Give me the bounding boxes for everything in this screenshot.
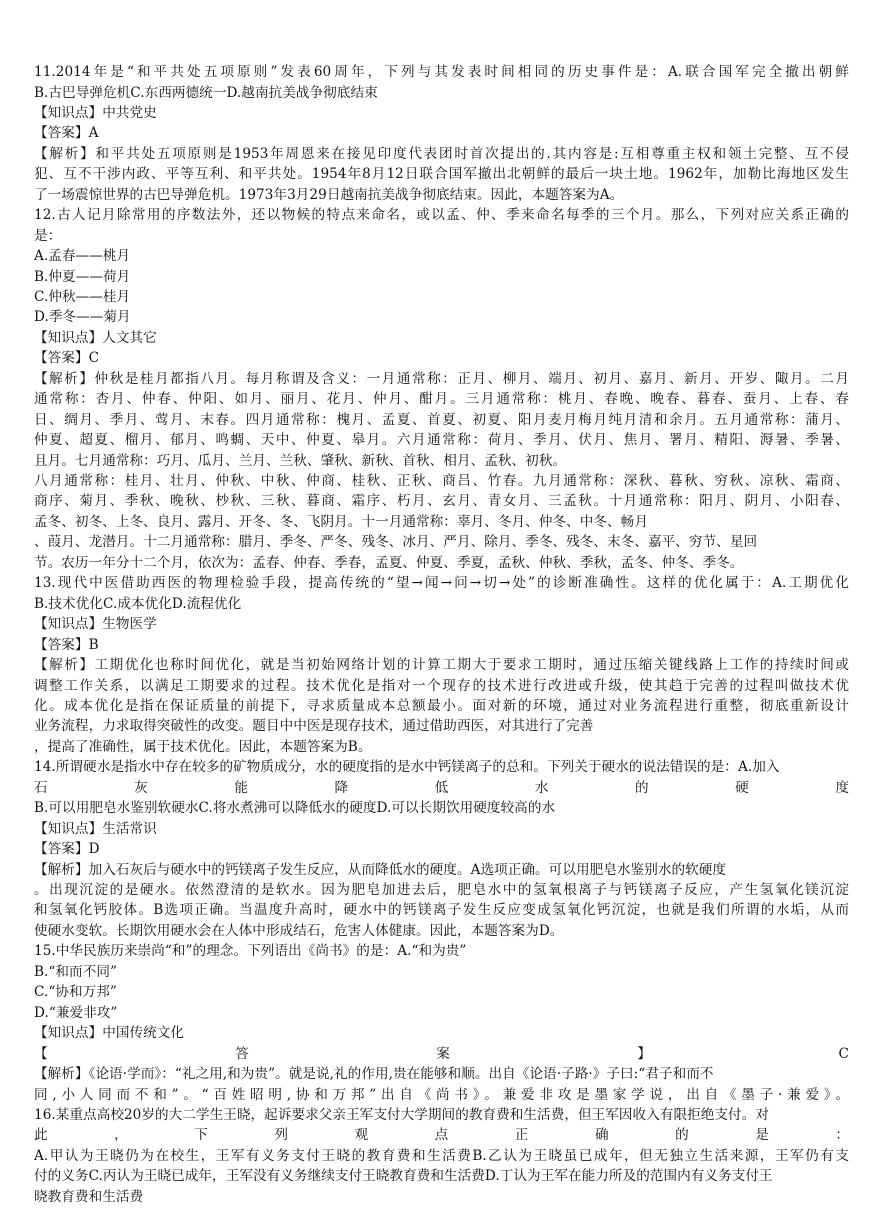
text-line: 节。农历一年分十二个月，依次为：孟春、仲春、季春，孟夏、仲夏、季夏，孟秋、仲秋、季秋，孟冬、仲冬、季冬。: [34, 554, 744, 571]
text-line: 付的义务C.丙认为王晓已成年，王军没有义务继续支付王晓教育费和生活费D.丁认为王军在能力所及的范围内有义务支付王: [34, 1168, 773, 1185]
text-line: 【解析】加入石灰后与硬水中的钙镁离子发生反应，从而降低水的硬度。A选项正确。可以用肥皂水鉴别水的软硬度: [34, 861, 727, 878]
text-line: B.可以用肥皂水鉴别软硬水C.将水煮沸可以降低水的硬度D.可以长期饮用硬度较高的水: [34, 800, 556, 817]
text-line: 【知识点】生活常识: [34, 820, 157, 837]
text-line: B.仲夏——荷月: [34, 268, 131, 285]
text-line: 16.某重点高校20岁的大二学生王晓，起诉要求父亲王军支付大学期间的教育费和生活费，但王军因收入有限拒绝支付。对: [34, 1107, 769, 1123]
text-line: 同,小人同而不和”。“百姓昭明,协和万邦”出自《尚书》。兼爱非攻是墨家学说，出自《墨子·兼爱》。: [34, 1086, 849, 1103]
text-line: 晓教育费和生活费: [34, 1188, 144, 1205]
text-line: 【解析】《论语·学而》：“礼之用,和为贵”。就是说,礼的作用,贵在能够和顺。出自《论语·子路·》子曰:“君子和而不: [34, 1066, 714, 1082]
text-line: 、葭月、龙潜月。十二月通常称：腊月、季冬、严冬、残冬、冰月、严月、除月、季冬、残冬、末冬、嘉平、穷节、星回: [34, 534, 758, 551]
text-line: A.孟春——桃月: [34, 248, 131, 264]
text-line: 【答案】C: [34, 1045, 849, 1062]
text-line: 是：: [34, 227, 62, 244]
text-line: 商序、菊月、季秋、晚秋、杪秋、三秋、暮商、霜序、朽月、玄月、青女月、三孟秋。十月通常称：阳月、阴月、小阳春、: [34, 493, 849, 510]
text-line: 仲夏、超夏、榴月、郁月、鸣蜩、天中、仲夏、皋月。六月通常称：荷月、季月、伏月、焦月、署月、精阳、溽暑、季暑、: [34, 432, 849, 449]
text-line: 和氢氧化钙胶体。B选项正确。当温度升高时，硬水中的钙镁离子发生反应变成氢氧化钙沉淀，也就是我们所谓的水垢，从而: [34, 902, 849, 919]
text-line: 。出现沉淀的是硬水。依然澄清的是软水。因为肥皂加进去后，肥皂水中的氢氧根离子与钙镁离子反应，产生氢氧化镁沉淀: [34, 882, 849, 898]
text-line: 通常称：杏月、仲春、仲阳、如月、丽月、花月、仲月、酣月。三月通常称：桃月、春晚、晚春、暮春、蚕月、上春、春: [34, 391, 849, 408]
text-line: D.“兼爱非攻”: [34, 1004, 118, 1021]
text-line: ，提高了准确性，属于技术优化。因此，本题答案为B。: [34, 738, 372, 755]
text-line: A.甲认为王晓仍为在校生，王军有义务支付王晓的教育费和生活费B.乙认为王晓虽已成年，但无独立生活来源，王军仍有支: [34, 1147, 849, 1164]
text-line: B.“和而不同”: [34, 963, 117, 980]
text-line: B.古巴导弹危机C.东西两德统一D.越南抗美战争彻底结束: [34, 84, 378, 101]
text-line: 调整工作关系，以满足工期要求的过程。技术优化是指对一个现存的技术进行改进或升级，使其趋于完善的过程叫做技术优: [34, 677, 849, 694]
text-line: 【答案】A: [34, 125, 99, 142]
text-line: 且月。七月通常称：巧月、瓜月、兰月、兰秋、肇秋、新秋、首秋、相月、孟秋、初秋。: [34, 452, 567, 469]
text-line: D.季冬——菊月: [34, 309, 131, 326]
text-line: 了一场震惊世界的古巴导弹危机。1973年3月29日越南抗美战争彻底结束。因此，本题答案为A。: [34, 186, 624, 203]
text-line: 此，下列观点正确的是：: [34, 1127, 849, 1144]
text-line: 14.所谓硬水是指水中存在较多的矿物质成分，水的硬度指的是水中钙镁离子的总和。下列关于硬水的说法错误的是：A.加入: [34, 759, 780, 776]
text-line: 【知识点】中共党史: [34, 104, 157, 121]
text-line: 【知识点】中国传统文化: [34, 1025, 185, 1042]
text-line: C.仲秋——桂月: [34, 288, 131, 305]
text-line: 犯、互不干涉内政、平等互利、和平共处。1954年8月12日联合国军撤出北朝鲜的最后一块土地。1962年，加勒比海地区发生: [34, 166, 849, 183]
text-line: 【答案】D: [34, 841, 100, 858]
text-line: B.技术优化C.成本优化D.流程优化: [34, 595, 242, 612]
text-line: 孟冬、初冬、上冬、良月、露月、开冬、冬、飞阴月。十一月通常称：辜月、冬月、仲冬、中冬、畅月: [34, 513, 648, 530]
text-line: 15.中华民族历来崇尚“和”的理念。下列语出《尚书》的是：A.“和为贵”: [34, 943, 467, 960]
text-line: 【答案】B: [34, 636, 99, 653]
text-line: 业务流程，力求取得突破性的改变。题目中中医是现存技术，通过借助西医，对其进行了完善: [34, 718, 594, 735]
text-line: 12.古人记月除常用的序数法外，还以物候的特点来命名，或以孟、仲、季来命名每季的三个月。那么，下列对应关系正确的: [34, 207, 849, 224]
text-line: 13.现代中医借助西医的物理检验手段，提高传统的“望→闻→问→切→处”的诊断准确性。这样的优化属于：A.工期优化: [34, 575, 849, 592]
text-line: 【知识点】人文其它: [34, 329, 157, 346]
text-line: 11.2014年是“和平共处五项原则”发表60周年，下列与其发表时间相同的历史事件是：A.联合国军完全撤出朝鲜: [34, 64, 849, 80]
text-line: 【解析】仲秋是桂月都指八月。每月称谓及含义：一月通常称：正月、柳月、端月、初月、嘉月、新月、开岁、陬月。二月: [34, 370, 849, 387]
text-line: 使硬水变软。长期饮用硬水会在人体中形成结石，危害人体健康。因此，本题答案为D。: [34, 922, 564, 939]
text-line: 日、绸月、季月、莺月、末春。四月通常称：槐月、孟夏、首夏、初夏、阳月麦月梅月纯月清和余月。五月通常称：蒲月、: [34, 411, 849, 428]
text-line: 【答案】C: [34, 350, 100, 367]
text-line: 【解析】和平共处五项原则是1953年周恩来在接见印度代表团时首次提出的.其内容是:互相尊重主权和领土完整、互不侵: [34, 145, 849, 162]
text-line: 【知识点】生物医学: [34, 616, 157, 633]
text-line: 化。成本优化是指在保证质量的前提下，寻求质量成本总额最小。面对新的环境，通过对业务流程进行重整，彻底重新设计: [34, 697, 849, 714]
text-line: 八月通常称：桂月、壮月、仲秋、中秋、仲商、桂秋、正秋、商吕、竹春。九月通常称：深秋、暮秋、穷秋、凉秋、霜商、: [34, 473, 849, 489]
text-line: C.“协和万邦”: [34, 984, 117, 1001]
text-line: 【解析】工期优化也称时间优化，就是当初始网络计划的计算工期大于要求工期时，通过压缩关键线路上工作的持续时间或: [34, 657, 849, 673]
text-line: 石灰能降低水的硬度: [34, 779, 849, 796]
